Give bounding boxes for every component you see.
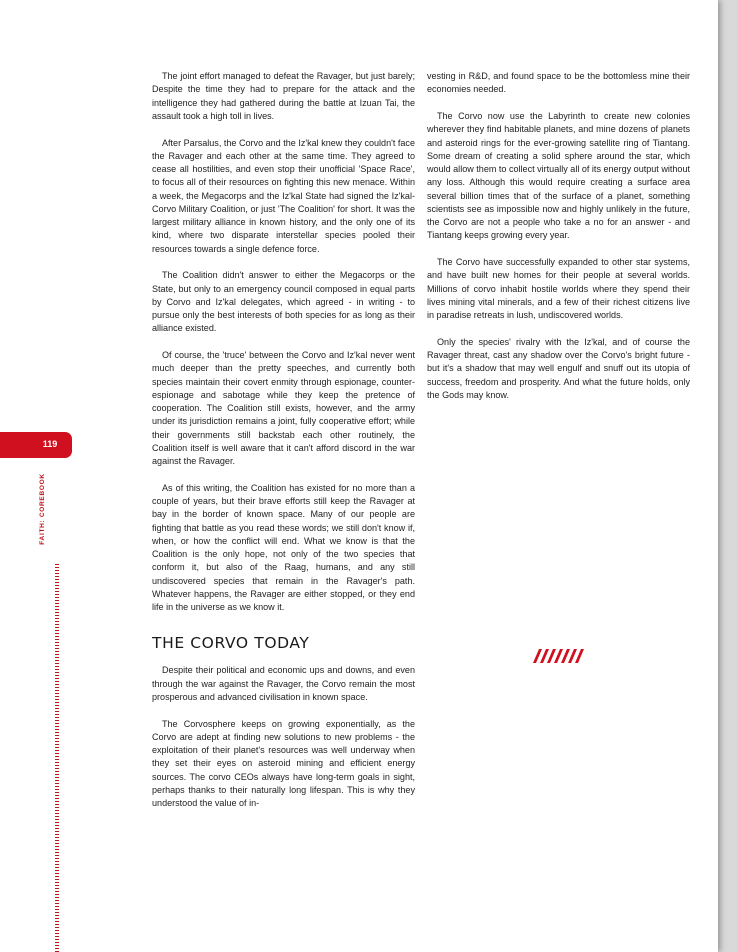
body-paragraph: vesting in R&D, and found space to be the bottomless mine their economies needed. bbox=[427, 71, 690, 95]
section-heading: THE CORVO TODAY bbox=[152, 634, 310, 653]
body-paragraph: After Parsalus, the Corvo and the Iz'kal knew they couldn't face the Ravager and each other at the same time. They agreed to cease all hostilities, and even stop their unofficial 'Space Race', to focus all of their resources on fighting this new menace. Within a week, the Megacorps and the Iz'kal State had signed the Iz'kal-Corvo Military Coalition, or just 'The Coalition' for short. It was the largest military alliance in known history, and the only one of its kind, where two disparate interstellar species pooled their resources towards a single defence force. bbox=[152, 137, 415, 254]
page-number: 119 bbox=[42, 439, 58, 449]
running-header-side-label: FAITH: COREBOOK bbox=[39, 473, 46, 545]
body-paragraph: The Coalition didn't answer to either the Megacorps or the State, but only to an emergency council composed in equal parts by Corvo and Iz'kal delegates, which agreed - in writing - to pursue only the best interests of both species for as long as their alliance existed. bbox=[152, 270, 415, 334]
body-paragraph: Despite their political and economic ups and downs, and even through the war against the Ravager, the Corvo remain the most prosperous and advanced civilisation in known space. bbox=[152, 665, 415, 702]
body-paragraph: The Corvo now use the Labyrinth to create new colonies wherever they find habitable planets, and mine dozens of planets and asteroid rings for the ever-growing satellite ring of Tiantang. Some dream of creating a solid sphere around the star, which would allow them to collect virtually all of its energy output without any loss. Although this would require creating a surface area several billion times that of the surface of a planet, something scientists see as impossible now and highly unlikely in the future, the Corvo are not a people who take a no for an answer - and Tiantang keeps growing every year. bbox=[427, 111, 690, 241]
body-paragraph: The Corvo have successfully expanded to other star systems, and have built new homes for their people at several worlds. Millions of corvo inhabit hostile worlds where they spend their lives mining vital minerals, and a few of their richest citizens live in paradise retreats in lush, undiscovered worlds. bbox=[427, 257, 690, 320]
decorative-hatch-line bbox=[55, 564, 59, 952]
text-column-right bbox=[427, 70, 690, 416]
body-paragraph: The Corvosphere keeps on growing exponentially, as the Corvo are adept at finding new solutions to new problems - the exploitation of their planet's resources was well underway when they set their eyes on asteroid mining and efficient energy sources. The corvo CEOs always have long-term goals in sight, perhaps thanks to their naturally long lifespan. This is why they understood the value of in- bbox=[152, 718, 415, 808]
text-column-left bbox=[152, 70, 415, 824]
page-margin bbox=[0, 0, 40, 952]
body-paragraph: As of this writing, the Coalition has existed for no more than a couple of years, but their brave efforts still keep the Ravager at bay in the border of known space. Many of our people are fighting that battle as you read these words; we still don't know if, when, or how the conflict will end. What we know is that the Coalition is the only hope, not only of the two species that conform it, but also of the Raag, humans, and any still undiscovered species that remain in the Ravager's path. Whatever happens, the Ravager are either stopped, or they end life in the universe as we know it. bbox=[152, 482, 415, 612]
body-paragraph: Of course, the 'truce' between the Corvo and Iz'kal never went much deeper than the pretty speeches, and currently both species maintain their covert enmity through espionage, counter-espionage and sabotage while they keep the pretence of cooperation. The Coalition still exists, however, and the army under its jurisdiction remains a joint, fully cooperative effort; while their governments still backstab each other routinely, the Coalition itself is well aware that it can't afford discord in the war against the Ravager. bbox=[152, 350, 415, 466]
decorative-slashes-icon bbox=[533, 648, 585, 664]
body-paragraph: Only the species' rivalry with the Iz'kal, and of course the Ravager threat, cast any shadow over the Corvo's bright future - but it's a shadow that may well engulf and snuff out its utopia of success, freedom and prosperity. And what the future holds, only the Gods may know. bbox=[427, 336, 690, 400]
body-paragraph: The joint effort managed to defeat the Ravager, but just barely; Despite the time they had to prepare for the attack and the intelligence they had gathered during the battle at Izuan Tai, the assault took a high toll in lives. bbox=[152, 71, 415, 121]
